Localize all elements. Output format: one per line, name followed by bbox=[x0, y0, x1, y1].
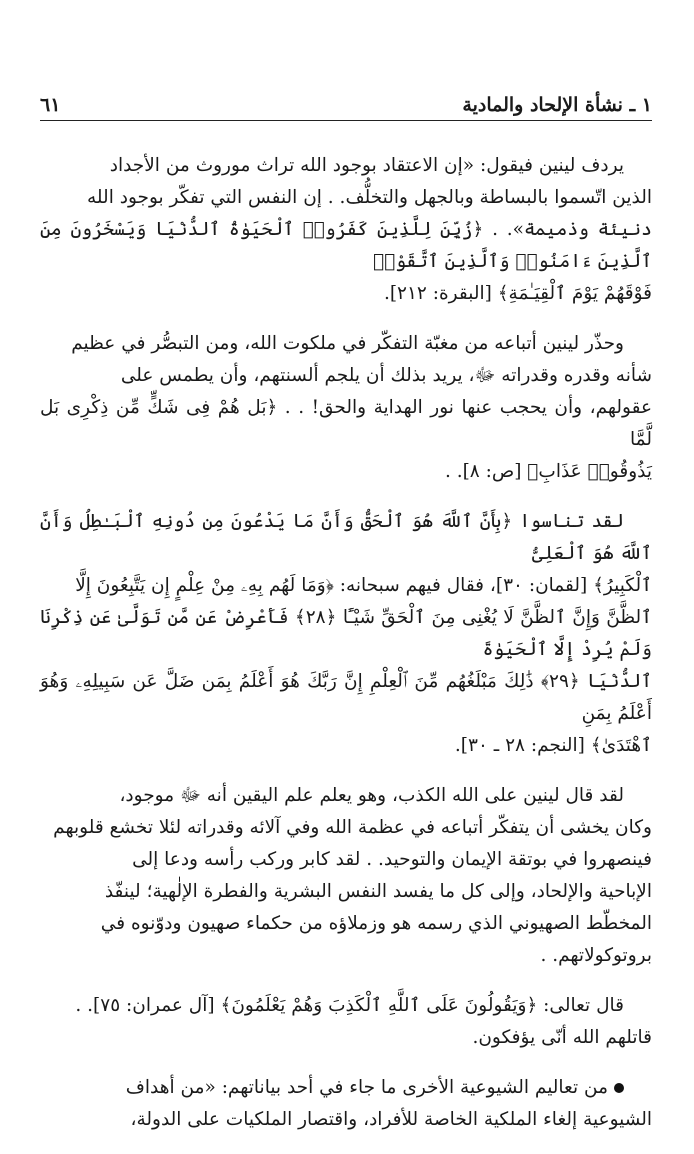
paragraph bbox=[40, 990, 652, 1054]
text-line: يردف لينين فيقول: «إن الاعتقاد بوجود الله تراث موروث من الأجداد bbox=[109, 155, 624, 176]
text-line: الإباحية والإلحاد، وإلى كل ما يفسد النفس البشرية والفطرة الإلٰهية؛ لينفّذ bbox=[104, 881, 652, 902]
text-line: دنيئة وذميمة». . ﴿زُيِّنَ لِلَّذِينَ كَفَرُوا۟ ٱلْحَيَوٰةُ ٱلدُّنْيَا وَيَسْخَرُونَ مِنَ ٱلَّذِينَ ءَامَنُوا۟ وَٱلَّذِينَ ٱتَّقَوْا۟ bbox=[40, 219, 652, 272]
text-line: يَذُوقُوا۟ عَذَابِ﴾ [ص: ٨]. . bbox=[444, 461, 652, 482]
text-line: فينصهروا في بوتقة الإيمان والتوحيد. . لقد كابر وركب رأسه ودعا إلى bbox=[132, 849, 652, 870]
text-line: ٱلظَّنَّ وَإِنَّ ٱلظَّنَّ لَا يُغْنِى مِنَ ٱلْحَقِّ شَيْـًٔا ﴿٢٨﴾ فَأَعْرِضْ عَن مَّن تَوَلَّىٰ عَن ذِكْرِنَا وَلَمْ يُرِدْ إِلَّا ٱلْحَيَوٰةَ bbox=[40, 607, 653, 660]
bullet-text: من تعاليم الشيوعية الأخرى ما جاء في أحد بياناتهم: «من أهداف bbox=[125, 1077, 608, 1098]
running-header bbox=[40, 90, 652, 121]
text-line: وكان يخشى أن يتفكّر أتباعه في عظمة الله وفي آلائه وقدراته لئلا تخشع قلوبهم bbox=[53, 817, 652, 838]
body-text bbox=[40, 150, 652, 1154]
text-line: لقد تناسوا ﴿بِأَنَّ ٱللَّهَ هُوَ ٱلْحَقُّ وَأَنَّ مَا يَدْعُونَ مِن دُونِهِ ٱلْبَـٰطِلُ وَأَنَّ ٱللَّهَ هُوَ ٱلْعَلِىُّ bbox=[40, 511, 652, 564]
text-line: المخطّط الصهيوني الذي رسمه هو وزملاؤه من حكماء صهيون ودوّنوه في bbox=[100, 913, 652, 934]
text-line: قال تعالى: ﴿وَيَقُولُونَ عَلَى ٱللَّهِ ٱلْكَذِبَ وَهُمْ يَعْلَمُونَ﴾ [آل عمران: ٧٥]. . bbox=[75, 995, 624, 1016]
paragraph bbox=[40, 328, 652, 488]
text-line bbox=[40, 1072, 652, 1104]
text-line: عقولهم، وأن يحجب عنها نور الهداية والحق! . . ﴿بَل هُمْ فِى شَكٍّ مِّن ذِكْرِى بَل لَّمَّا bbox=[40, 397, 652, 450]
paragraph bbox=[40, 1072, 652, 1136]
text-line: بروتوكولاتهم. . bbox=[540, 945, 652, 966]
text-line: وحذّر لينين أتباعه من مغبّة التفكّر في ملكوت الله، ومن التبصُّر في عظيم bbox=[71, 333, 624, 354]
text-line: الذين اتّسموا بالبساطة وبالجهل والتخلُّف. . إن النفس التي تفكّر بوجود الله bbox=[87, 187, 652, 208]
chapter-title: ١ ـ نشأة الإلحاد والمادية bbox=[462, 94, 652, 116]
paragraph bbox=[40, 150, 652, 310]
text-line: ٱلْكَبِيرُ﴾ [لقمان: ٣٠]، فقال فيهم سبحانه: ﴿وَمَا لَهُم بِهِۦ مِنْ عِلْمٍ إِن يَتَّبِعُونَ إِلَّا bbox=[75, 575, 652, 596]
bullet-icon bbox=[614, 1083, 624, 1093]
text-line: قاتلهم الله أنّى يؤفكون. bbox=[472, 1027, 652, 1048]
text-line: الشيوعية إلغاء الملكية الخاصة للأفراد، واقتصار الملكيات على الدولة، bbox=[130, 1109, 652, 1130]
text-line: ٱهْتَدَىٰ﴾ [النجم: ٢٨ ـ ٣٠]. bbox=[454, 735, 652, 756]
page-number: ٦١ bbox=[40, 94, 61, 116]
paragraph bbox=[40, 506, 652, 762]
text-line: فَوْقَهُمْ يَوْمَ ٱلْقِيَـٰمَةِ﴾ [البقرة: ٢١٢]. bbox=[383, 283, 652, 304]
text-line: لقد قال لينين على الله الكذب، وهو يعلم علم اليقين أنه ﷻ موجود، bbox=[119, 785, 624, 806]
paragraph bbox=[40, 780, 652, 972]
text-line: ٱلدُّنْيَا ﴿٢٩﴾ ذَٰلِكَ مَبْلَغُهُم مِّنَ ٱلْعِلْمِ إِنَّ رَبَّكَ هُوَ أَعْلَمُ بِمَن ضَلَّ عَن سَبِيلِهِۦ وَهُوَ أَعْلَمُ بِمَنِ bbox=[40, 671, 652, 724]
text-line: شأنه وقدره وقدراته ﷻ، يريد بذلك أن يلجم ألسنتهم، وأن يطمس على bbox=[120, 365, 652, 386]
